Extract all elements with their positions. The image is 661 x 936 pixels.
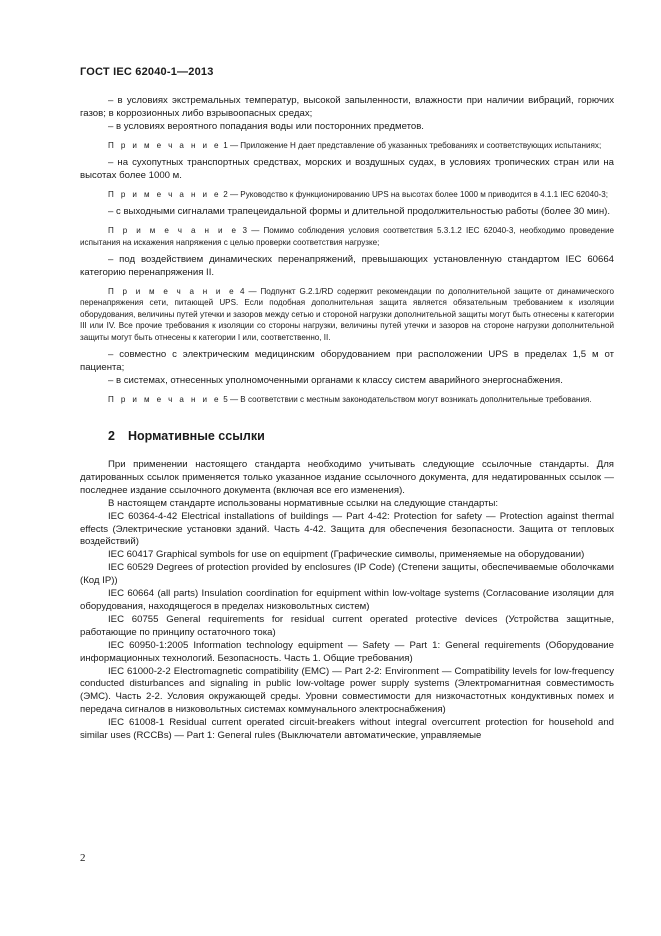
list-item: – на сухопутных транспортных средствах, морских и воздушных судах, в условиях тропических стран или на высотах более 1000 м.	[80, 157, 614, 182]
note-5	[80, 394, 614, 405]
list-item: – в условиях экстремальных температур, высокой запыленности, влажности при наличии вибраций, горючих газов; в коррозионных либо взрывоопасных средах;	[80, 95, 614, 119]
note-1	[80, 140, 614, 151]
note-text: 2 — Руководство к функционированию UPS на высотах более 1000 м приводится в 4.1.1 IEC 62040-3;	[223, 189, 609, 199]
reference-item: IEC 60664 (all parts) Insulation coordination for equipment within low-voltage systems (Согласование изоляции для оборудования, находящегося в пределах низковольтных систем)	[80, 588, 614, 612]
note-text: 4 — Подпункт G.2.1/RD содержит рекомендации по дополнительной защите от динамического перенапряжения сети, питающей UPS. Если подобная дополнительная защита является обязательным требованием к изоляции оборудования, величины путей утечки и зазоров между сетью и стороной нагрузки дополнительной защиты могут быть отнесены к категории III или IV. Все прочие требования к изоляции со стороны нагрузки, величины путей утечки и зазоров на стороне нагрузки дополнительной защиты могут быть отнесены к категории I или, соответственно, II.	[80, 286, 614, 342]
note-2	[80, 189, 614, 200]
note-label: П р и м е ч а н и е	[108, 140, 221, 150]
section-number: 2	[108, 429, 115, 444]
reference-item: IEC 61008-1 Residual current operated circuit-breakers without integral overcurrent protection for household and similar uses (RCCBs) — Part 1: General rules (Выключатели автоматические, управляемые	[80, 717, 614, 742]
list-item: – под воздействием динамических перенапряжений, превышающих установленную стандартом IEC 60664 категорию перенапряжения II.	[80, 254, 614, 278]
paragraph: При применении настоящего стандарта необходимо учитывать следующие ссылочные стандарты. Для датированных ссылок применяется только указанное издание ссылочного документа, для недатированных ссылок — последнее издание ссылочного документа (включая все его изменения).	[80, 459, 614, 496]
list-item: – совместно с электрическим медицинским оборудованием при расположении UPS в пределах 1,5 м от пациента;	[80, 348, 614, 373]
note-label: П р и м е ч а н и е	[108, 189, 221, 199]
note-label: П р и м е ч а н и е	[108, 394, 221, 404]
reference-item: IEC 60364-4-42 Electrical installations of buildings — Part 4-42: Protection for safety — Protection against thermal effects (Электрические установки зданий. Часть 4-42. Защита для обеспечения безопасности. Защита от тепловых воздействий)	[80, 510, 614, 548]
note-3	[80, 225, 614, 248]
note-label: П р и м е ч а н и е	[108, 286, 237, 296]
page-content	[80, 95, 614, 743]
paragraph: В настоящем стандарте использованы нормативные ссылки на следующие стандарты:	[108, 497, 499, 509]
note-4	[80, 286, 614, 343]
section-heading	[80, 429, 614, 443]
list-item: – в системах, отнесенных уполномоченными органами к классу систем аварийного энергоснабжения.	[108, 374, 563, 386]
list-item: – в условиях вероятного попадания воды или посторонних предметов.	[108, 120, 424, 132]
reference-item: IEC 60529 Degrees of protection provided by enclosures (IP Code) (Степени защиты, обеспечиваемые оболочками (Код IP))	[80, 562, 614, 587]
reference-item: IEC 60417 Graphical symbols for use on equipment (Графические символы, применяемые на оборудовании)	[108, 549, 585, 561]
reference-item: IEC 60755 General requirements for residual current operated protective devices (Устройства защитные, работающие по принципу остаточного тока)	[80, 613, 614, 638]
document-header: ГОСТ IEC 62040-1—2013	[80, 66, 214, 78]
note-text: 5 — В соответствии с местным законодательством могут возникать дополнительные требования.	[223, 394, 592, 404]
reference-item: IEC 60950-1:2005 Information technology equipment — Safety — Part 1: General requirements (Оборудование информационных технологий. Безопасность. Часть 1. Общие требования)	[80, 639, 614, 664]
reference-item: IEC 61000-2-2 Electromagnetic compatibility (EMC) — Part 2-2: Environment — Compatibility levels for low-frequency conducted disturbances and signaling in public low-voltage power supply systems (Электромагнитная совместимость (ЭМС). Часть 2-2. Условия окружающей среды. Уровни совместимости для низкочастотных кондуктивных помех и передача сигналов в низковольтных системах коммунального электроснабжения)	[80, 665, 614, 716]
note-text: 1 — Приложение H дает представление об указанных требованиях и соответствующих испытаниях;	[223, 140, 602, 150]
note-label: П р и м е ч а н и е	[108, 226, 239, 236]
page-number: 2	[80, 852, 86, 864]
list-item: – с выходными сигналами трапецеидальной формы и длительной продолжительностью работы (более 30 мин).	[108, 206, 611, 218]
section-title: Нормативные ссылки	[128, 429, 265, 444]
note-text: 3 — Помимо соблюдения условия соответствия 5.3.1.2 IEC 62040-3, необходимо проведение испытания на искажения напряжения с целью проверки соответствия нагрузке;	[80, 226, 614, 247]
